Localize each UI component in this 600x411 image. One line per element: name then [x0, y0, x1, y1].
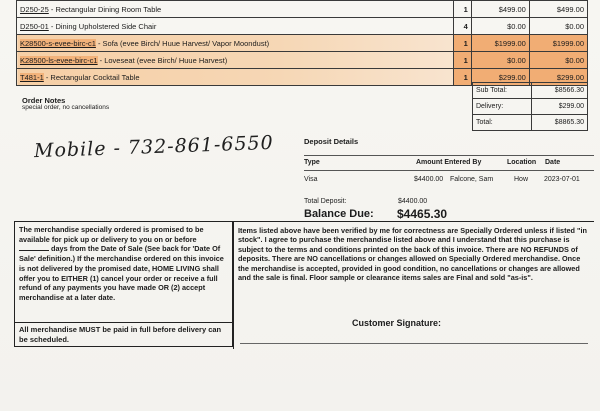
item-price: $0.00 — [471, 52, 529, 69]
item-qty: 4 — [454, 18, 471, 35]
item-code: K28500-s-evee-birc-c1 — [20, 38, 96, 48]
deposit-header-location: Location — [507, 159, 537, 166]
deposit-type: Visa — [304, 176, 318, 183]
totals-label: Delivery: — [473, 99, 532, 115]
order-notes-title: Order Notes — [22, 96, 66, 105]
item-extended: $0.00 — [529, 18, 587, 35]
item-extended: $499.00 — [529, 1, 587, 18]
deposit-details-title: Deposit Details — [304, 137, 359, 146]
item-code: T481-1 — [20, 72, 44, 82]
deposit-row — [304, 173, 594, 185]
signature-line — [240, 343, 588, 344]
table-row — [17, 52, 588, 69]
item-price: $299.00 — [471, 69, 529, 86]
item-qty: 1 — [454, 52, 471, 69]
totals-row — [473, 115, 588, 131]
item-extended: $299.00 — [529, 69, 587, 86]
totals-row — [473, 99, 588, 115]
item-price: $499.00 — [471, 1, 529, 18]
totals-value: $299.00 — [531, 99, 587, 115]
deposit-header-type: Type — [304, 159, 320, 166]
item-description: - Dining Upholstered Side Chair — [48, 21, 157, 31]
table-row — [17, 1, 588, 18]
item-description: - Sofa (evee Birch/ Huue Harvest/ Vapor Moondust) — [95, 38, 270, 48]
deposit-header-date: Date — [545, 159, 561, 166]
balance-due-value: $4465.30 — [397, 207, 448, 221]
total-deposit-value: $4400.00 — [398, 198, 428, 205]
item-qty: 1 — [454, 69, 471, 86]
totals-value: $8865.30 — [531, 115, 587, 131]
totals-table — [472, 82, 588, 131]
item-description: - Loveseat (evee Birch/ Huue Harvest) — [97, 55, 228, 65]
item-code: D250-25 — [20, 4, 49, 14]
item-price: $0.00 — [471, 18, 529, 35]
table-row — [17, 18, 588, 35]
days-blank — [19, 244, 49, 251]
item-description: - Rectangular Cocktail Table — [43, 72, 140, 82]
deposit-header-row — [304, 155, 594, 171]
deposit-location: How — [514, 176, 529, 183]
item-extended: $0.00 — [529, 52, 587, 69]
table-row — [17, 35, 588, 52]
deposit-date: 2023-07-01 — [544, 176, 580, 183]
total-deposit-label: Total Deposit: — [304, 198, 347, 205]
delivery-terms-box — [14, 221, 233, 323]
totals-value: $8566.30 — [531, 83, 587, 99]
line-items-table — [16, 0, 588, 86]
deposit-entered-by: Falcone, Sam — [450, 176, 494, 183]
order-notes-text: special order, no cancellations — [22, 104, 110, 111]
item-qty: 1 — [454, 1, 471, 18]
item-description: - Rectangular Dining Room Table — [48, 4, 162, 14]
item-code: D250-01 — [20, 21, 49, 31]
item-price: $1999.00 — [471, 35, 529, 52]
delivery-terms-part1: The merchandise specially ordered is promised to be available for pick up or delivery to you on or before — [19, 225, 204, 244]
totals-label: Total: — [473, 115, 532, 131]
customer-signature-label: Customer Signature: — [352, 318, 442, 328]
item-extended: $1999.00 — [529, 35, 587, 52]
deposit-header-amount: Amount Entered By — [416, 159, 482, 166]
agreement-text: Items listed above have been verified by me for correctness are Specially Ordered unless if listed "in stock". I agree to purchase the merchandise listed above and I understand that this purchase is subject to the terms and conditions printed on the back of this invoice. There are NO REFUNDS of deposits. There are NO cancellations or changes allowed on Specially Ordered merchandise. Once the merchandise is accepted, provided in good condition, no cancellations or changes are allowed and the sale is final. Floor sample or clearance items sales are Final and sold "as-is". — [238, 226, 587, 283]
item-code: K28500-ls-evee-birc-c1 — [20, 55, 98, 65]
payment-terms-box: All merchandise MUST be paid in full before delivery can be scheduled. — [14, 323, 233, 347]
balance-due-label: Balance Due: — [304, 208, 374, 220]
handwritten-phone-note: Mobile - 732-861-6550 — [33, 131, 274, 163]
item-qty: 1 — [454, 35, 471, 52]
totals-label: Sub Total: — [473, 83, 532, 99]
delivery-terms-part2: days from the Date of Sale (See back for 'Date Of Sale' definition.) If the merchandise ordered on this invoice is not delivered by the promised date, HOME LIVING shall offer you to EITHER (1) cancel your order or receive a full refund of any payments you have made OR (2) accept merchandise at a later date. — [19, 244, 224, 302]
totals-row — [473, 83, 588, 99]
deposit-amount: $4400.00 — [414, 176, 444, 183]
